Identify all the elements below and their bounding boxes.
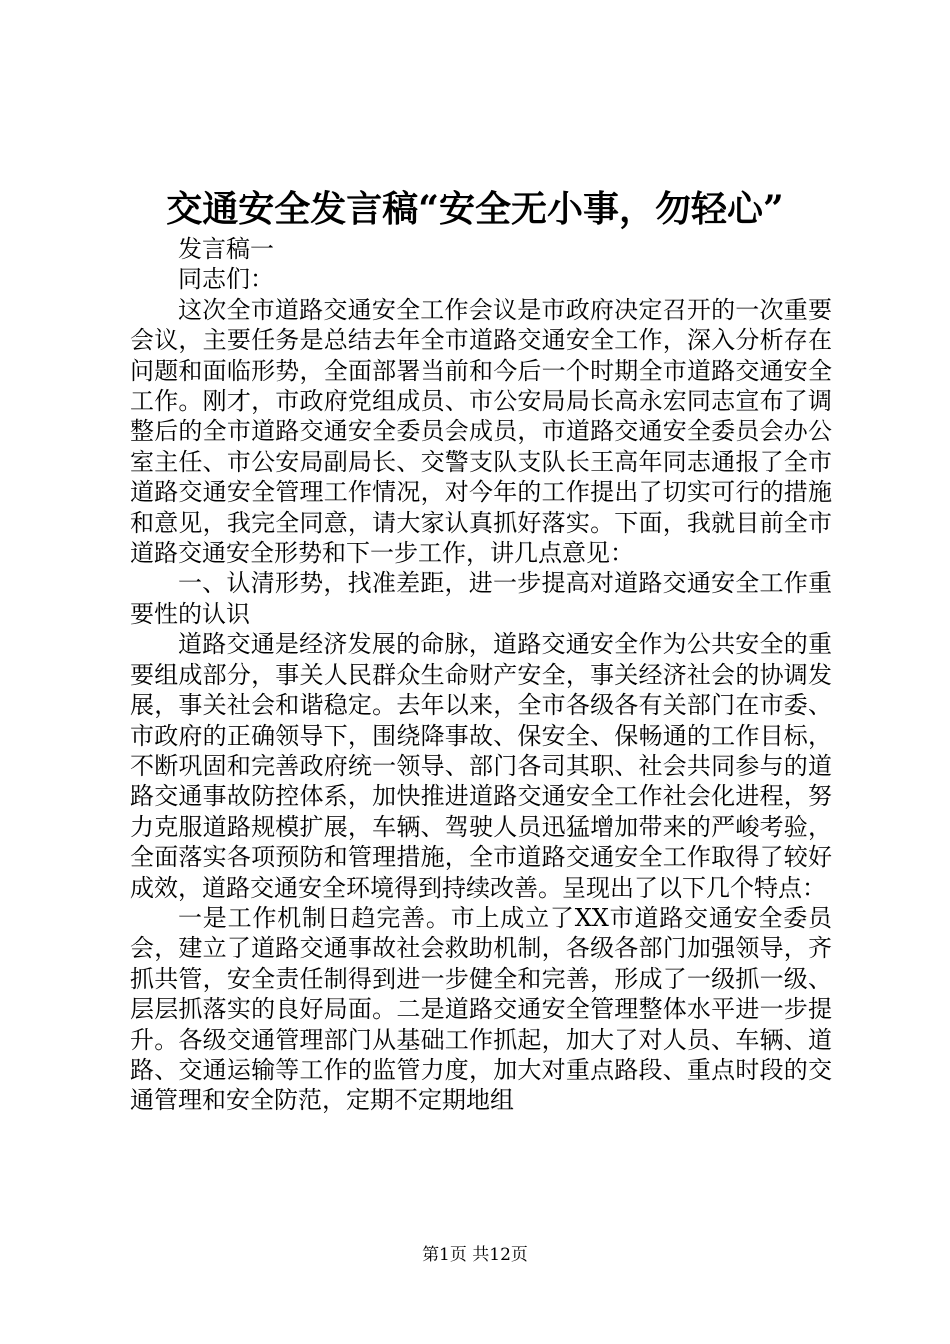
paragraph-speech-label: 发言稿一 [178, 235, 274, 263]
paragraph-body: 道路交通是经济发展的命脉，道路交通安全作为公共安全的重要组成部分，事关人民群众生命财产安全，事关经济社会的协调发展，事关社会和谐稳定。去年以来，全市各级各有关部门在市委、市政府的正确领导下，围绕降事故、保安全、保畅通的工作目标，不断巩固和完善政府统一领导、部门各司其职、社会共同参与的道路交通事故防控体系，加快推进道路交通安全工作社会化进程，努力克服道路规模扩展，车辆、驾驶人员迅猛增加带来的严峻考验，全面落实各项预防和管理措施，全市道路交通安全工作取得了较好成效，道路交通安全环境得到持续改善。呈现出了以下几个特点： [130, 630, 832, 902]
paragraph-intro: 这次全市道路交通安全工作会议是市政府决定召开的一次重要会议，主要任务是总结去年全市道路交通安全工作，深入分析存在问题和面临形势，全面部署当前和今后一个时期全市道路交通安全工作。刚才，市政府党组成员、市公安局局长高永宏同志宣布了调整后的全市道路交通安全委员会成员，市道路交通安全委员会办公室主任、市公安局副局长、交警支队支队长王高年同志通报了全市道路交通安全管理工作情况，对今年的工作提出了切实可行的措施和意见，我完全同意，请大家认真抓好落实。下面，我就目前全市道路交通安全形势和下一步工作，讲几点意见： [130, 295, 832, 568]
document-body [130, 234, 832, 1116]
page-number-footer: 第1页 共12页 [422, 1245, 528, 1265]
paragraph-salutation: 同志们： [178, 265, 274, 294]
paragraph-body: 一是工作机制日趋完善。市上成立了XX市道路交通安全委员会，建立了道路交通事故社会救助机制，各级各部门加强领导，齐抓共管，安全责任制得到进一步健全和完善，形成了一级抓一级、层层抓落实的良好局面。二是道路交通安全管理整体水平进一步提升。各级交通管理部门从基础工作抓起，加大了对人员、车辆、道路、交通运输等工作的监管力度，加大对重点路段、重点时段的交通管理和安全防范，定期不定期地组 [130, 903, 832, 1115]
document-title: 交通安全发言稿“安全无小事，勿轻心” [166, 188, 784, 230]
paragraph-section-heading: 一、认清形势，找准差距，进一步提高对道路交通安全工作重要性的认识 [130, 569, 832, 628]
